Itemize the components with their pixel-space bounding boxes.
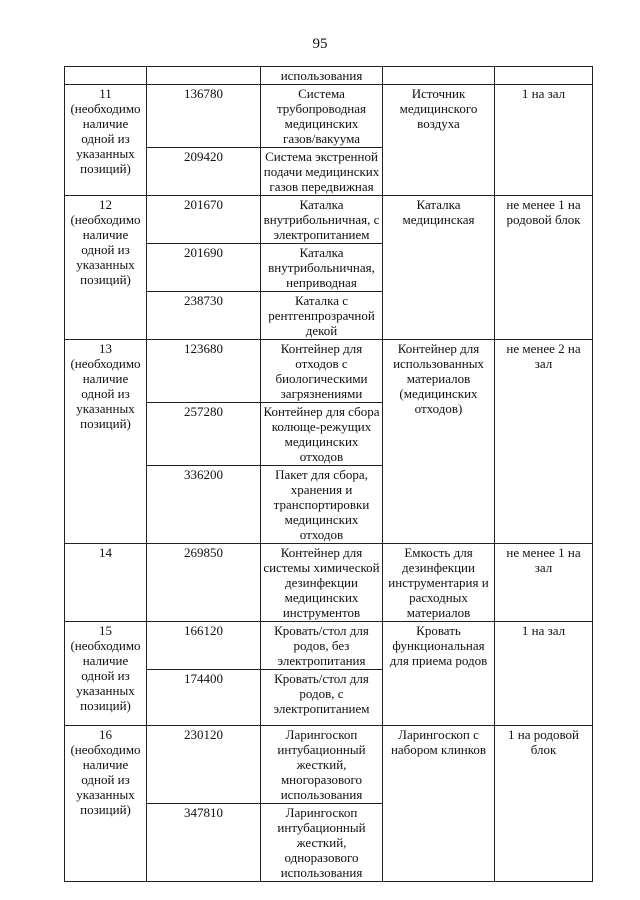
page-number: 95: [312, 36, 328, 52]
cell-code: 347810: [147, 804, 261, 882]
cell-type: Каталка медицинская: [383, 196, 495, 340]
cell-type: Емкость для дезинфекции инструментария и расходных материалов: [383, 544, 495, 622]
cell-num: 12 (необходимо наличие одной из указанных позиций): [65, 196, 147, 340]
table-row: [65, 340, 593, 403]
cell-code: 230120: [147, 726, 261, 804]
cell-name: Контейнер для системы химической дезинфекции медицинских инструментов: [261, 544, 383, 622]
cell-code: 174400: [147, 670, 261, 726]
table-row: [65, 726, 593, 804]
cell-name: Каталка внутрибольничная, с электропитанием: [261, 196, 383, 244]
cell-code: 136780: [147, 85, 261, 148]
cell-code: 201690: [147, 244, 261, 292]
table-row: [65, 544, 593, 622]
cell-code: 269850: [147, 544, 261, 622]
cell-num: 13 (необходимо наличие одной из указанных позиций): [65, 340, 147, 544]
cell-requirement: 1 на родовой блок: [495, 726, 593, 882]
cell-requirement: не менее 1 на родовой блок: [495, 196, 593, 340]
cell-code: 257280: [147, 403, 261, 466]
cell-code: [147, 67, 261, 85]
cell-type: Контейнер для использованных материалов (медицинских отходов): [383, 340, 495, 544]
cell-code: 238730: [147, 292, 261, 340]
cell-code: 166120: [147, 622, 261, 670]
cell-name: Ларингоскоп интубационный жесткий, одноразового использования: [261, 804, 383, 882]
cell-code: 336200: [147, 466, 261, 544]
cell-requirement: 1 на зал: [495, 85, 593, 196]
cell-name: Кровать/стол для родов, с электропитанием: [261, 670, 383, 726]
cell-requirement: не менее 2 на зал: [495, 340, 593, 544]
cell-name: Ларингоскоп интубационный жесткий, многоразового использования: [261, 726, 383, 804]
cell-requirement: 1 на зал: [495, 622, 593, 726]
cell-requirement: [495, 67, 593, 85]
cell-type: Кровать функциональная для приема родов: [383, 622, 495, 726]
cell-num: [65, 67, 147, 85]
cell-name: Система экстренной подачи медицинских газов передвижная: [261, 148, 383, 196]
cell-num: 11 (необходимо наличие одной из указанных позиций): [65, 85, 147, 196]
cell-name: Контейнер для отходов с биологическими загрязнениями: [261, 340, 383, 403]
cell-name: использования: [261, 67, 383, 85]
cell-code: 123680: [147, 340, 261, 403]
cell-num: 16 (необходимо наличие одной из указанных позиций): [65, 726, 147, 882]
cell-requirement: не менее 1 на зал: [495, 544, 593, 622]
table-row: [65, 622, 593, 670]
cell-num: 15 (необходимо наличие одной из указанных позиций): [65, 622, 147, 726]
cell-type: Источник медицинского воздуха: [383, 85, 495, 196]
cell-name: Контейнер для сбора колюще-режущих медицинских отходов: [261, 403, 383, 466]
cell-name: Кровать/стол для родов, без электропитания: [261, 622, 383, 670]
table-row: [65, 196, 593, 244]
cell-code: 201670: [147, 196, 261, 244]
cell-type: Ларингоскоп с набором клинков: [383, 726, 495, 882]
cell-name: Каталка внутрибольничная, неприводная: [261, 244, 383, 292]
cell-name: Система трубопроводная медицинских газов/вакуума: [261, 85, 383, 148]
cell-name: Пакет для сбора, хранения и транспортировки медицинских отходов: [261, 466, 383, 544]
equipment-table: [64, 66, 593, 882]
cell-code: 209420: [147, 148, 261, 196]
table-row: [65, 85, 593, 148]
table-body: [65, 67, 593, 882]
cell-name: Каталка с рентгенпрозрачной декой: [261, 292, 383, 340]
table-row-continuation: [65, 67, 593, 85]
cell-type: [383, 67, 495, 85]
cell-num: 14: [65, 544, 147, 622]
